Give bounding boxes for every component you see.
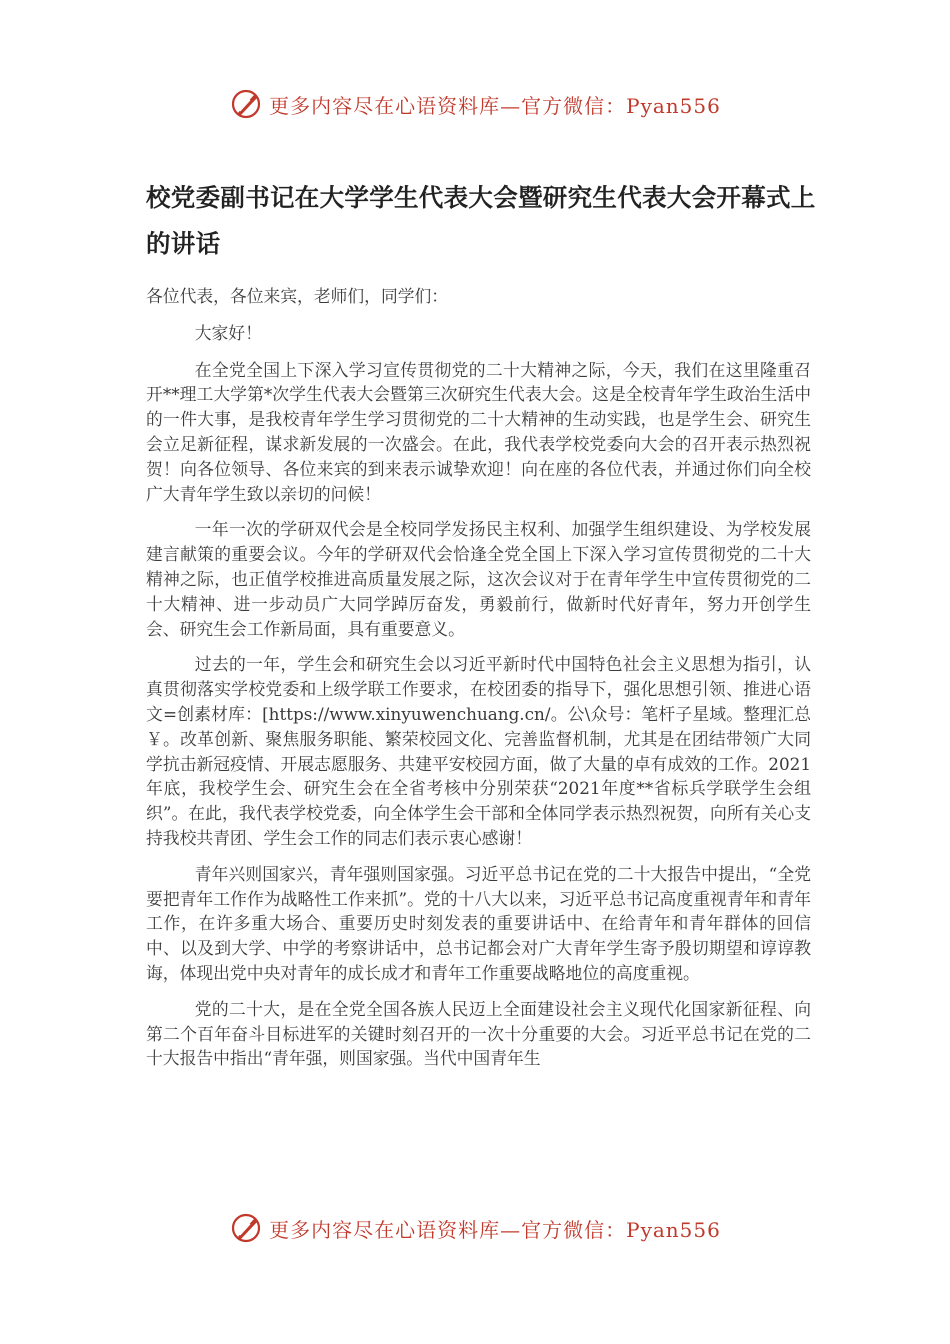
paragraph-2: 一年一次的学研双代会是全校同学发扬民主权利、加强学生组织建设、为学校发展建言献策的重要会议。今年的学研双代会恰逢全党全国上下深入学习宣传贯彻党的二十大精神之际，也正值学校推进高质量发展之际，这次会议对于在青年学生中宣传贯彻党的二十大精神、进一步动员广大同学踔厉奋发，勇毅前行，做新时代好青年，努力开创学生会、研究生会工作新局面，具有重要意义。 [146, 519, 811, 639]
paragraph-3: 过去的一年，学生会和研究生会以习近平新时代中国特色社会主义思想为指引，认真贯彻落实学校党委和上级学联工作要求，在校团委的指导下，强化思想引领、推进心语文=创素材库：[https://www.xinyuwenchuang.cn/。公\众号：笔杆子星域。整理汇总￥。改革创新、聚焦服务职能、繁荣校园文化、完善监督机制，尤其是在团结带领广大同学抗击新冠疫情、开展志愿服务、共建平安校园方面，做了大量的卓有成效的工作。2021年底，我校学生会、研究生会在全省考核中分别荣获“2021年度**省标兵学联学生会组织”。在此，我代表学校党委，向全体学生会干部和全体同学表示热烈祝贺，向所有关心支持我校共青团、学生会工作的同志们表示衷心感谢！ [146, 654, 811, 848]
document-title: 校党委副书记在大学学生代表大会暨研究生代表大会开幕式上的讲话 [146, 183, 816, 258]
footer-watermark-banner [0, 1208, 950, 1248]
paragraph-1: 在全党全国上下深入学习宣传贯彻党的二十大精神之际，今天，我们在这里隆重召开**理工大学第*次学生代表大会暨第三次研究生代表大会。这是全校青年学生政治生活中的一件大事，是我校青年学生学习贯彻党的二十大精神的生动实践，也是学生会、研究生会立足新征程，谋求新发展的一次盛会。在此，我代表学校党委向大会的召开表示热烈祝贺！向各位领导、各位来宾的到来表示诚挚欢迎！向在座的各位代表，并通过你们向全校广大青年学生致以亲切的问候！ [146, 359, 811, 504]
quill-pen-circle-icon [229, 87, 263, 121]
paragraph-4: 青年兴则国家兴，青年强则国家强。习近平总书记在党的二十大报告中提出，“全党要把青年工作作为战略性工作来抓”。党的十八大以来，习近平总书记高度重视青年和青年工作，在许多重大场合、重要历史时刻发表的重要讲话中、在给青年和青年群体的回信中、以及到大学、中学的考察讲话中，总书记都会对广大青年学生寄予殷切期望和谆谆教诲，体现出党中央对青年的成长成才和青年工作重要战略地位的高度重视。 [146, 863, 811, 983]
header-banner-text: 更多内容尽在心语资料库—官方微信：Pyan556 [269, 93, 721, 118]
quill-pen-circle-icon [229, 1211, 263, 1245]
paragraph-5: 党的二十大，是在全党全国各族人民迈上全面建设社会主义现代化国家新征程、向第二个百年奋斗目标进军的关键时刻召开的一次十分重要的大会。习近平总书记在党的二十大报告中指出“青年强，则国家强。当代中国青年生 [146, 998, 811, 1069]
header-watermark-banner [0, 84, 950, 124]
greeting: 大家好！ [194, 322, 262, 343]
salutation: 各位代表，各位来宾，老师们，同学们： [146, 286, 449, 306]
footer-banner-text: 更多内容尽在心语资料库—官方微信：Pyan556 [269, 1217, 721, 1242]
document-body [146, 284, 811, 1082]
